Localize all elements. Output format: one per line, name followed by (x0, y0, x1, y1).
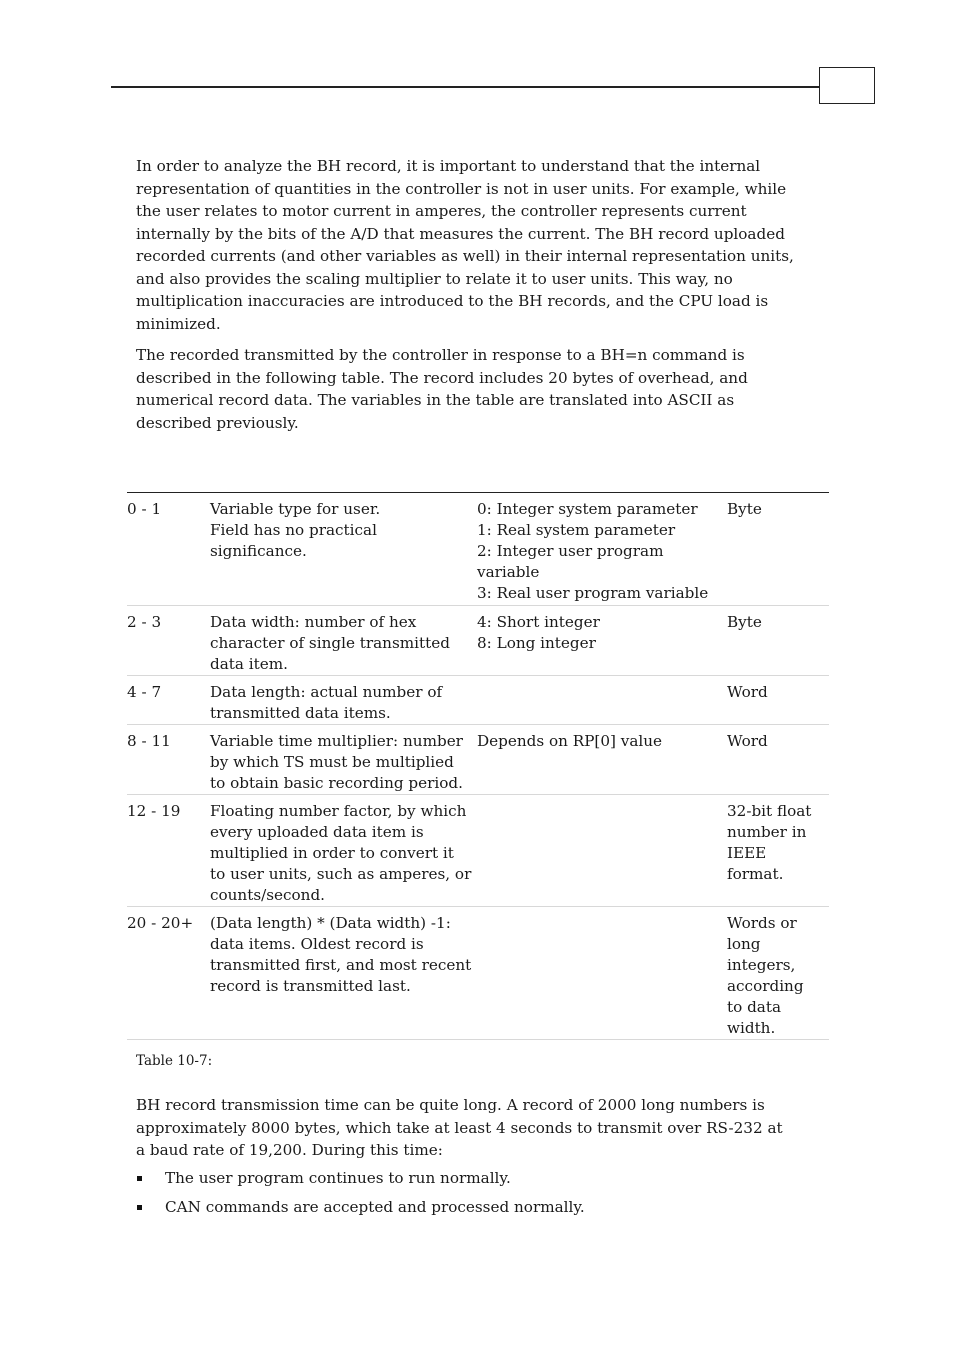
values-cell (477, 907, 727, 1040)
square-bullet-icon (137, 1205, 142, 1210)
type-cell: Word (727, 676, 829, 725)
type-cell: 32-bit float number in IEEE format. (727, 795, 829, 907)
values-cell (477, 795, 727, 907)
bytes-cell: 12 - 19 (127, 795, 210, 907)
page-number-box (819, 67, 875, 104)
description-cell: Data length: actual number of transmitted data items. (210, 676, 477, 725)
bytes-cell: 0 - 1 (127, 493, 210, 606)
header-rule (111, 86, 820, 88)
square-bullet-icon (137, 1176, 142, 1181)
values-cell: 0: Integer system parameter 1: Real system parameter 2: Integer user program variable 3: Real user program variable (477, 493, 727, 606)
values-cell: 4: Short integer 8: Long integer (477, 606, 727, 676)
bytes-cell: 20 - 20+ (127, 907, 210, 1040)
description-cell: Data width: number of hex character of single transmitted data item. (210, 606, 477, 676)
table-row (127, 493, 829, 606)
table-row (127, 606, 829, 676)
transmission-time-paragraph: BH record transmission time can be quite long. A record of 2000 long numbers is approximately 8000 bytes, which take at least 4 seconds to transmit over RS-232 at a baud rate of 19,200. During this time: (136, 1096, 783, 1159)
type-cell: Word (727, 725, 829, 795)
description-cell: Variable time multiplier: number by which TS must be multiplied to obtain basic recording period. (210, 725, 477, 795)
bytes-cell: 8 - 11 (127, 725, 210, 795)
type-cell: Byte (727, 493, 829, 606)
values-cell: Depends on RP[0] value (477, 725, 727, 795)
description-cell: Variable type for user. Field has no practical significance. (210, 493, 477, 606)
bytes-cell: 4 - 7 (127, 676, 210, 725)
table-row (127, 725, 829, 795)
list-item-text: CAN commands are accepted and processed normally. (165, 1198, 585, 1216)
table-row (127, 907, 829, 1040)
bh-record-table (127, 492, 829, 1040)
bytes-cell: 2 - 3 (127, 606, 210, 676)
record-description-paragraph: The recorded transmitted by the controller in response to a BH=n command is described in the following table. The record includes 20 bytes of overhead, and numerical record data. The variables in the table are translated into ASCII as described previously. (136, 346, 748, 432)
type-cell: Byte (727, 606, 829, 676)
table-row (127, 795, 829, 907)
values-cell (477, 676, 727, 725)
bullet-list (136, 1167, 796, 1225)
type-cell: Words or long integers, according to data width. (727, 907, 829, 1040)
description-cell: Floating number factor, by which every uploaded data item is multiplied in order to convert it to user units, such as amperes, or counts/second. (210, 795, 477, 907)
table-row (127, 676, 829, 725)
list-item (136, 1196, 796, 1219)
intro-paragraph: In order to analyze the BH record, it is important to understand that the internal representation of quantities in the controller is not in user units. For example, while the user relates to motor current in amperes, the controller represents current internally by the bits of the A/D that measures the current. The BH record uploaded recorded currents (and other variables as well) in their internal representation units, and also provides the scaling multiplier to relate it to user units. This way, no multiplication inaccuracies are introduced to the BH records, and the CPU load is minimized. (136, 157, 794, 333)
list-item-text: The user program continues to run normally. (165, 1169, 511, 1187)
table-caption: Table 10-7: (136, 1053, 213, 1069)
description-cell: (Data length) * (Data width) -1: data items. Oldest record is transmitted first, and most recent record is transmitted last. (210, 907, 477, 1040)
list-item (136, 1167, 796, 1190)
